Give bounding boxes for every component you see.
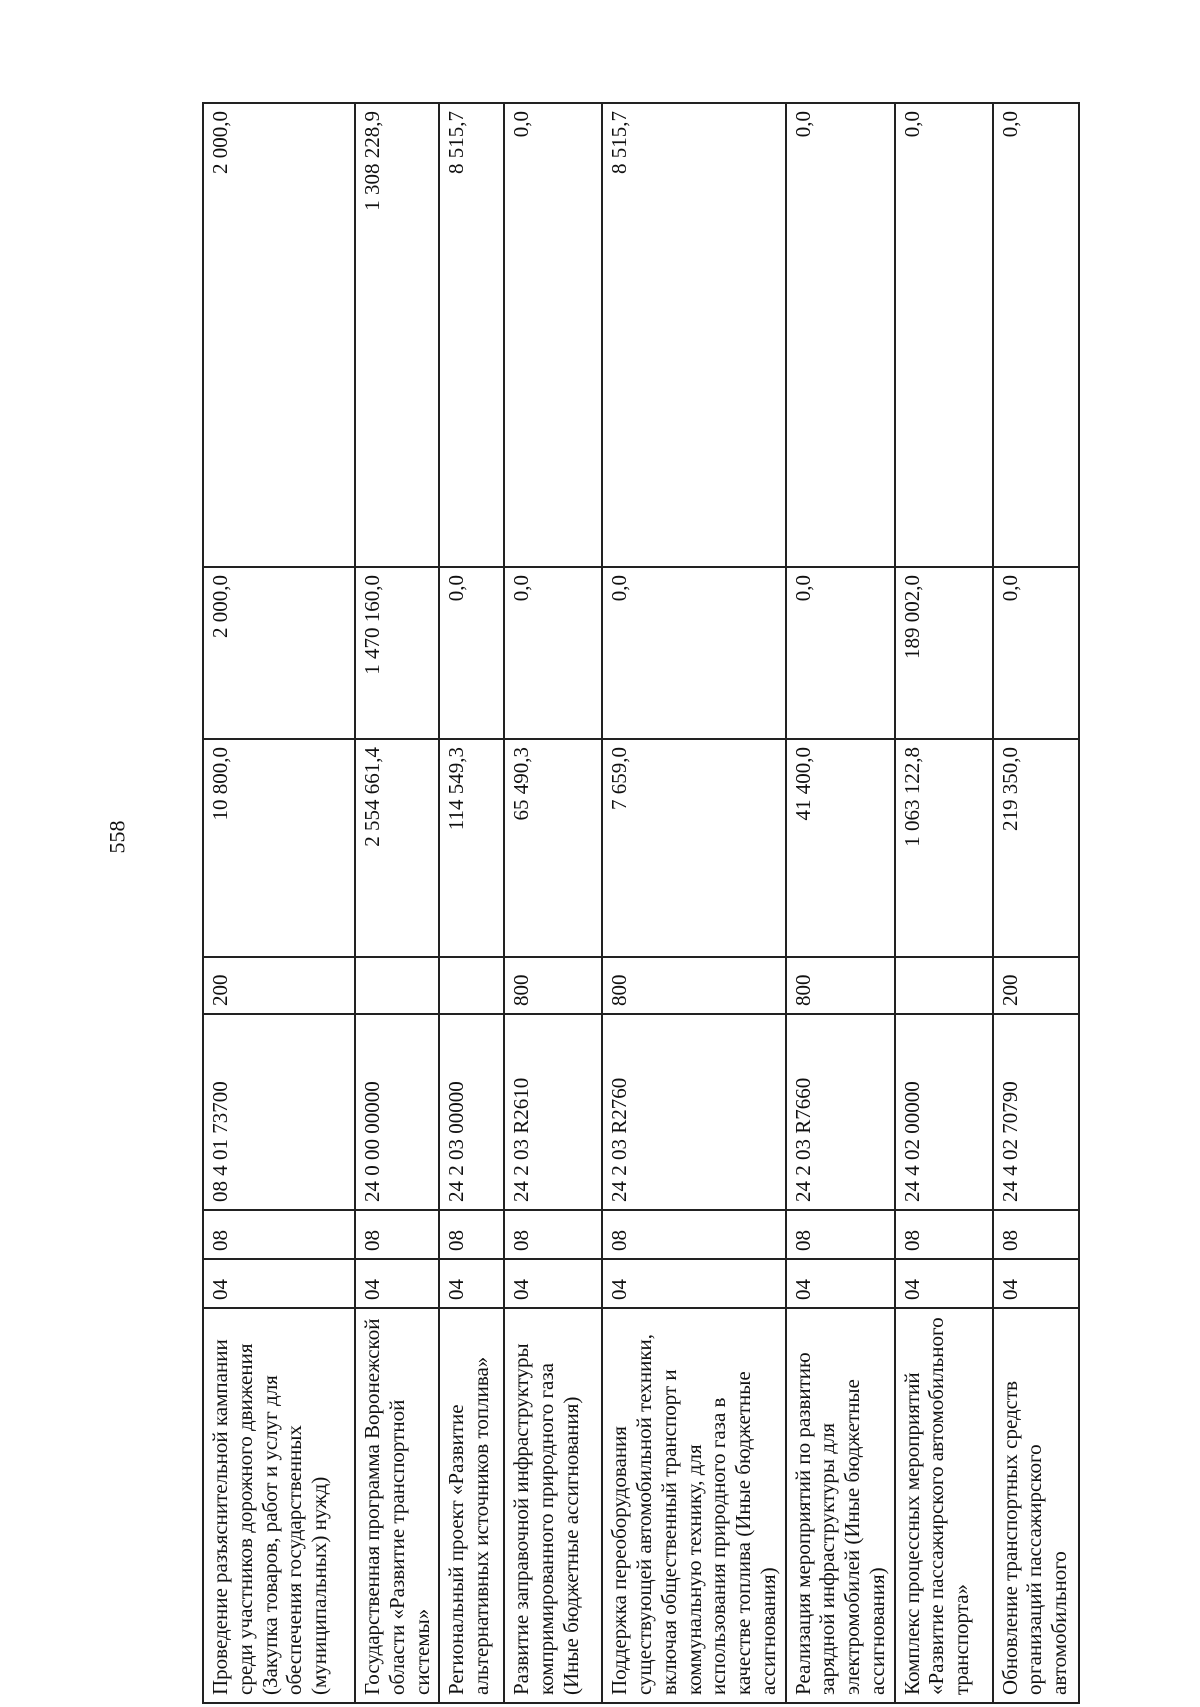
subsection-code: 08: [203, 1210, 355, 1259]
section-code: 04: [993, 1259, 1079, 1308]
value-cell-1: 41 400,0: [786, 739, 895, 957]
target-article-code: 24 2 03 R2610: [504, 1014, 602, 1210]
section-code: 04: [786, 1259, 895, 1308]
row-name: Государственная программа Воронежской области «Развитие транспортной системы»: [355, 1308, 439, 1703]
target-article-code: 24 4 02 70790: [993, 1014, 1079, 1210]
value-cell-3: 1 308 228,9: [355, 103, 439, 567]
subsection-code: 08: [786, 1210, 895, 1259]
value-cell-2: 2 000,0: [203, 567, 355, 739]
value-cell-2: 0,0: [504, 567, 602, 739]
subsection-code: 08: [895, 1210, 993, 1259]
table-row: [786, 103, 895, 1703]
subsection-code: 08: [504, 1210, 602, 1259]
value-cell-1: 219 350,0: [993, 739, 1079, 957]
target-article-code: 24 2 03 R2760: [602, 1014, 785, 1210]
subsection-code: 08: [355, 1210, 439, 1259]
value-cell-3: 8 515,7: [602, 103, 785, 567]
target-article-code: 24 4 02 00000: [895, 1014, 993, 1210]
page-number: 558: [104, 820, 130, 854]
section-code: 04: [355, 1259, 439, 1308]
expense-type-code: 800: [602, 957, 785, 1014]
value-cell-2: 0,0: [602, 567, 785, 739]
subsection-code: 08: [439, 1210, 504, 1259]
value-cell-3: 2 000,0: [203, 103, 355, 567]
row-name: Поддержка переоборудования существующей автомобильной техники, включая общественный транспорт и коммунальную технику, для использования природного газа в качестве топлива (Иные бюджетные ассигнования): [602, 1308, 785, 1703]
value-cell-1: 2 554 661,4: [355, 739, 439, 957]
value-cell-3: 0,0: [786, 103, 895, 567]
section-code: 04: [439, 1259, 504, 1308]
table-row: [203, 103, 355, 1703]
target-article-code: 24 2 03 00000: [439, 1014, 504, 1210]
expense-type-code: 800: [786, 957, 895, 1014]
rotated-table-area: [202, 104, 1072, 1704]
budget-table: [202, 102, 1080, 1704]
table-row: [993, 103, 1079, 1703]
target-article-code: 24 0 00 00000: [355, 1014, 439, 1210]
value-cell-2: 189 002,0: [895, 567, 993, 739]
section-code: 04: [504, 1259, 602, 1308]
subsection-code: 08: [602, 1210, 785, 1259]
expense-type-code: 200: [993, 957, 1079, 1014]
value-cell-1: 10 800,0: [203, 739, 355, 957]
target-article-code: 24 2 03 R7660: [786, 1014, 895, 1210]
row-name: Развитие заправочной инфраструктуры компримированного природного газа (Иные бюджетные ассигнования): [504, 1308, 602, 1703]
value-cell-3: 0,0: [504, 103, 602, 567]
value-cell-2: 0,0: [786, 567, 895, 739]
value-cell-1: 114 549,3: [439, 739, 504, 957]
section-code: 04: [602, 1259, 785, 1308]
expense-type-code: [439, 957, 504, 1014]
value-cell-1: 1 063 122,8: [895, 739, 993, 957]
value-cell-1: 65 490,3: [504, 739, 602, 957]
value-cell-3: 8 515,7: [439, 103, 504, 567]
row-name: Комплекс процессных мероприятий «Развитие пассажирского автомобильного транспорта»: [895, 1308, 993, 1703]
table-wrapper: [202, 104, 1072, 1704]
target-article-code: 08 4 01 73700: [203, 1014, 355, 1210]
row-name: Проведение разъяснительной кампании среди участников дорожного движения (Закупка товаров, работ и услуг для обеспечения государственных (муниципальных) нужд): [203, 1308, 355, 1703]
row-name: Реализация мероприятий по развитию зарядной инфраструктуры для электромобилей (Иные бюджетные ассигнования): [786, 1308, 895, 1703]
value-cell-3: 0,0: [895, 103, 993, 567]
section-code: 04: [895, 1259, 993, 1308]
expense-type-code: 200: [203, 957, 355, 1014]
value-cell-2: 1 470 160,0: [355, 567, 439, 739]
section-code: 04: [203, 1259, 355, 1308]
table-row: [439, 103, 504, 1703]
expense-type-code: [895, 957, 993, 1014]
table-row: [602, 103, 785, 1703]
expense-type-code: 800: [504, 957, 602, 1014]
row-name: Обновление транспортных средств организаций пассажирского автомобильного: [993, 1308, 1079, 1703]
value-cell-2: 0,0: [993, 567, 1079, 739]
table-row: [355, 103, 439, 1703]
row-name: Региональный проект «Развитие альтернативных источников топлива»: [439, 1308, 504, 1703]
value-cell-1: 7 659,0: [602, 739, 785, 957]
value-cell-3: 0,0: [993, 103, 1079, 567]
expense-type-code: [355, 957, 439, 1014]
table-row: [895, 103, 993, 1703]
subsection-code: 08: [993, 1210, 1079, 1259]
table-row: [504, 103, 602, 1703]
value-cell-2: 0,0: [439, 567, 504, 739]
